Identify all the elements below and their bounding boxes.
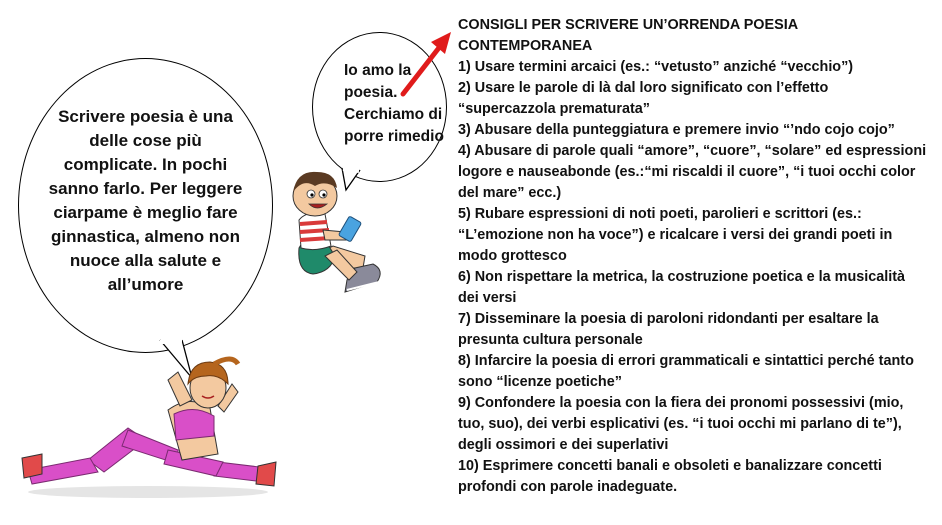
tip-item: 1) Usare termini arcaici (es.: “vetusto” anziché “vecchio”): [458, 59, 854, 75]
woman-exercising-illustration: [18, 350, 278, 500]
tip-item: 2) Usare le parole di là dal loro significato con l’effetto “supercazzola prematurata”: [458, 80, 829, 117]
tip-item: 9) Confondere la poesia con la fiera dei pronomi possessivi (mio, tuo, suo), dei verbi esplicativi (es. “i tuoi occhi mi parlano di te”), degli ossimori e dei superlativi: [458, 395, 904, 453]
tips-panel: [458, 15, 928, 498]
tips-title: CONSIGLI PER SCRIVERE UN’ORRENDA POESIA CONTEMPORANEA: [458, 17, 798, 54]
tip-item: 3) Abusare della punteggiatura e premere invio “’ndo cojo cojo”: [458, 122, 895, 138]
tip-item: 8) Infarcire la poesia di errori grammaticali e sintattici perché tanto sono “licenze poetiche”: [458, 353, 914, 390]
speech-bubble-small-text: Io amo la poesia. Cerchiamo di porre rimedio: [344, 62, 444, 145]
tip-item: 4) Abusare di parole quali “amore”, “cuore”, “solare” ed espressioni logore e nauseabonde (es.:“mi riscaldi il cuore”, “i tuoi occhi color del mare” ecc.): [458, 143, 927, 201]
speech-bubble-large-text: Scrivere poesia è una delle cose più complicate. In pochi sanno farlo. Per leggere ciarpame è meglio fare ginnastica, almeno non nuoce alla salute e all’umore: [48, 107, 243, 294]
tip-item: 10) Esprimere concetti banali e obsoleti e banalizzare concetti profondi con parole inadeguate.: [458, 458, 882, 495]
tip-item: 7) Disseminare la poesia di paroloni ridondanti per esaltare la presunta cultura personale: [458, 311, 879, 348]
red-arrow: [395, 28, 455, 98]
tips-list: [458, 57, 928, 498]
boy-reading-illustration: [285, 160, 395, 300]
tip-item: 5) Rubare espressioni di noti poeti, parolieri e scrittori (es.: “L’emozione non ha voce”) e ricalcare i versi dei grandi poeti in modo grottesco: [458, 206, 893, 264]
tip-item: 6) Non rispettare la metrica, la costruzione poetica e la musicalità dei versi: [458, 269, 906, 306]
